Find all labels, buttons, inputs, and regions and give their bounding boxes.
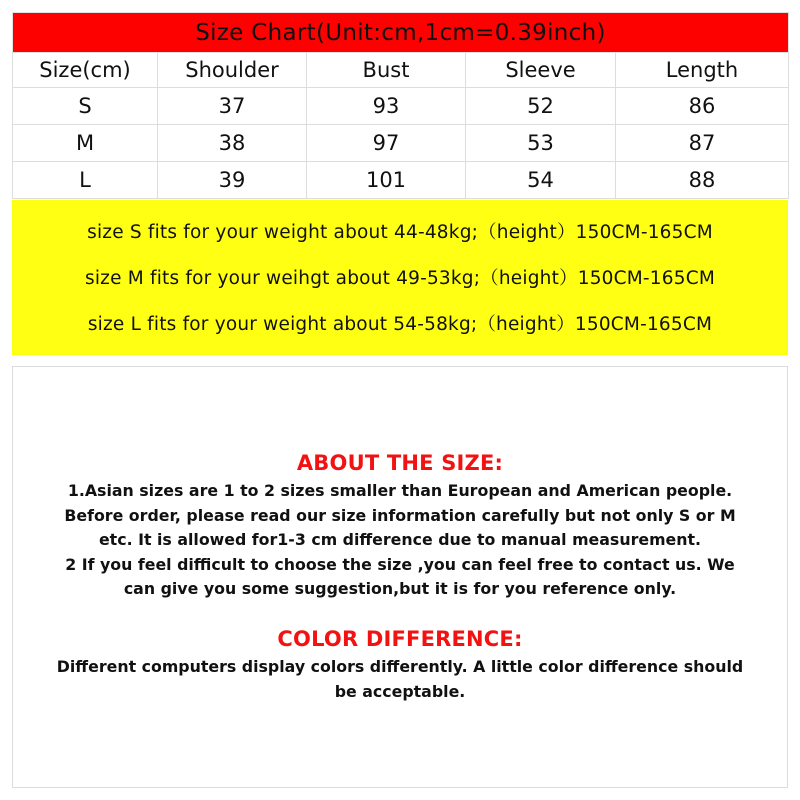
fit-guide-line-s: size S fits for your weight about 44-48kg;（height）150CM-165CM — [87, 221, 713, 243]
about-size-text — [13, 479, 787, 602]
sleeve-cell: 53 — [466, 125, 616, 162]
about-size-line: 1.Asian sizes are 1 to 2 sizes smaller than European and American people. — [67, 481, 733, 500]
column-header-bust: Bust — [307, 53, 466, 88]
about-size-line: can give you some suggestion,but it is for you reference only. — [123, 579, 677, 598]
size-cell: M — [13, 125, 158, 162]
column-header-shoulder: Shoulder — [158, 53, 307, 88]
length-cell: 88 — [616, 162, 789, 199]
about-size-heading: ABOUT THE SIZE: — [296, 451, 504, 475]
column-header-sleeve: Sleeve — [466, 53, 616, 88]
about-size-line: 2 If you feel difficult to choose the size ,you can feel free to contact us. We — [65, 554, 735, 574]
about-size-line: etc. It is allowed for1-3 cm difference due to manual measurement. — [98, 530, 702, 549]
size-chart-title-row — [13, 13, 789, 53]
table-row — [13, 162, 789, 199]
column-header-size: Size(cm) — [13, 53, 158, 88]
color-difference-line: be acceptable. — [334, 681, 466, 701]
size-chart-table — [12, 12, 789, 199]
color-difference-text — [13, 655, 787, 704]
bust-cell: 97 — [307, 125, 466, 162]
bust-cell: 101 — [307, 162, 466, 199]
fit-guide-line-m: size M fits for your weihgt about 49-53kg;（height）150CM-165CM — [85, 267, 715, 289]
about-size-line: Before order, please read our size information carefully but not only S or M — [64, 505, 736, 525]
sleeve-cell: 52 — [466, 88, 616, 125]
sleeve-cell: 54 — [466, 162, 616, 199]
length-cell: 86 — [616, 88, 789, 125]
size-cell: L — [13, 162, 158, 199]
color-difference-heading: COLOR DIFFERENCE: — [277, 627, 523, 651]
notes-panel — [12, 366, 788, 788]
length-cell: 87 — [616, 125, 789, 162]
column-header-length: Length — [616, 53, 789, 88]
bust-cell: 93 — [307, 88, 466, 125]
fit-guide-panel — [12, 200, 788, 355]
shoulder-cell: 39 — [158, 162, 307, 199]
color-difference-line: Different computers display colors differently. A little color difference should — [56, 657, 744, 676]
size-chart-header-row — [13, 53, 789, 88]
size-cell: S — [13, 88, 158, 125]
fit-guide-line-l: size L fits for your weight about 54-58kg;（height）150CM-165CM — [87, 313, 713, 335]
shoulder-cell: 38 — [158, 125, 307, 162]
size-chart-title: Size Chart(Unit:cm,1cm=0.39inch) — [13, 13, 789, 53]
shoulder-cell: 37 — [158, 88, 307, 125]
table-row — [13, 88, 789, 125]
table-row — [13, 125, 789, 162]
